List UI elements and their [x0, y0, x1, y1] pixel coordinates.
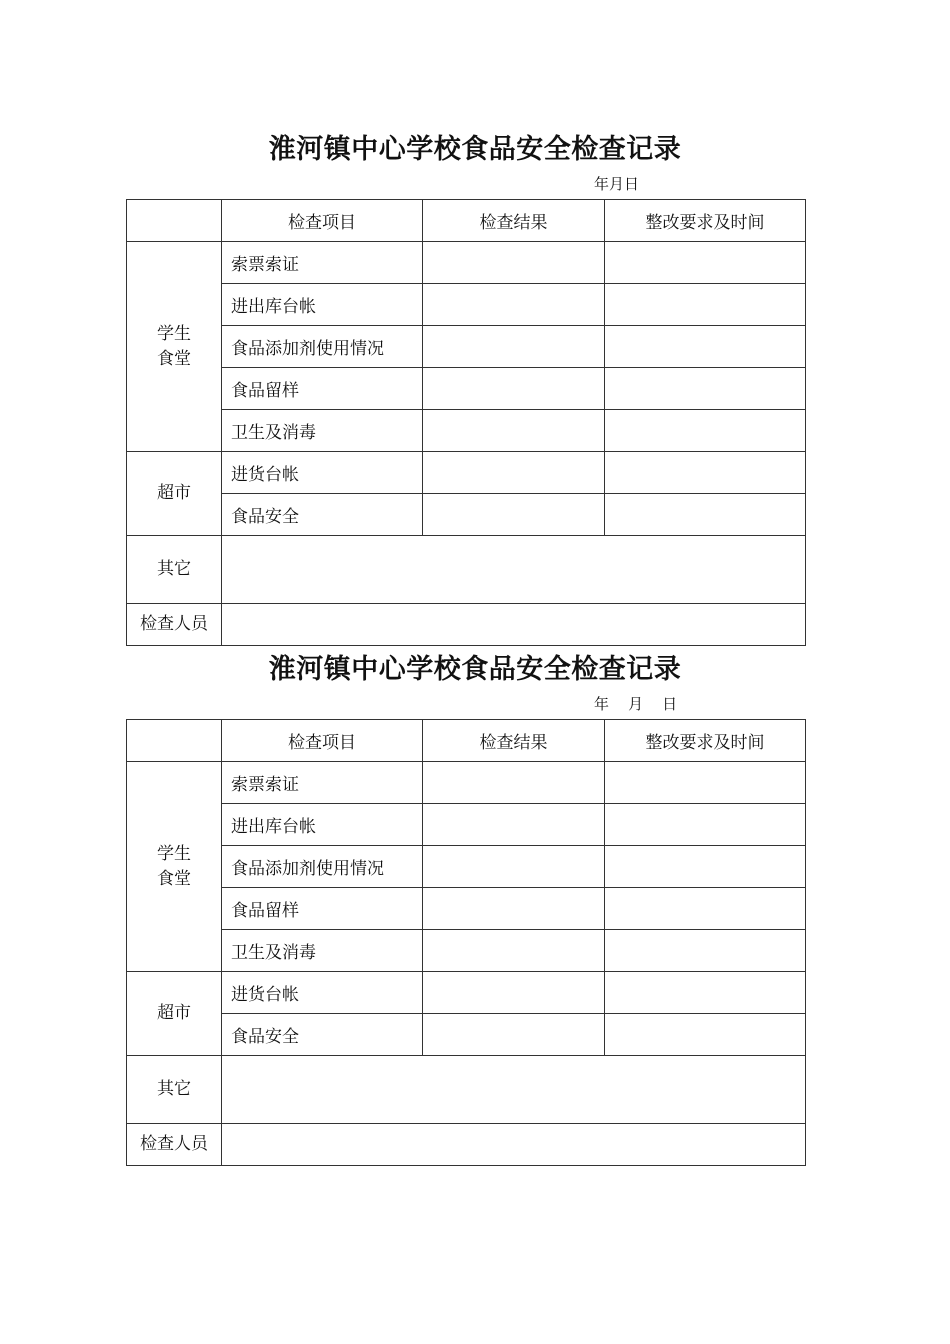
inspector-signature-cell[interactable] [222, 604, 806, 646]
rectification-cell[interactable] [605, 494, 806, 536]
inspection-table [126, 199, 806, 646]
category-market: 超市 [127, 972, 222, 1056]
header-row [127, 720, 806, 762]
table-row [127, 284, 806, 326]
table-row [127, 410, 806, 452]
category-canteen-line-1: 学生 [157, 323, 191, 344]
form-date: 年 月 日 [594, 695, 678, 713]
rectification-cell[interactable] [605, 804, 806, 846]
table-row [127, 326, 806, 368]
table-row [127, 494, 806, 536]
rectification-cell[interactable] [605, 972, 806, 1014]
result-cell[interactable] [423, 410, 605, 452]
table-row [127, 1014, 806, 1056]
item-cell: 进货台帐 [222, 452, 423, 494]
result-cell[interactable] [423, 326, 605, 368]
item-cell: 食品添加剂使用情况 [222, 326, 423, 368]
result-cell[interactable] [423, 1014, 605, 1056]
result-cell[interactable] [423, 846, 605, 888]
rectification-cell[interactable] [605, 326, 806, 368]
inspector-row [127, 604, 806, 646]
item-cell: 索票索证 [222, 242, 423, 284]
header-cell-item: 检查项目 [222, 720, 423, 762]
form-title: 淮河镇中心学校食品安全检查记录 [268, 654, 682, 685]
category-canteen-line-1: 学生 [157, 843, 191, 864]
form-date: 年月日 [594, 175, 640, 193]
category-other: 其它 [127, 536, 222, 604]
table-row [127, 452, 806, 494]
table-row [127, 804, 806, 846]
header-cell-empty [127, 200, 222, 242]
item-cell: 进货台帐 [222, 972, 423, 1014]
header-cell-result: 检查结果 [423, 720, 605, 762]
rectification-cell[interactable] [605, 930, 806, 972]
table-row [127, 972, 806, 1014]
table-row [127, 846, 806, 888]
inspector-row [127, 1124, 806, 1166]
result-cell[interactable] [423, 494, 605, 536]
table-row [127, 888, 806, 930]
result-cell[interactable] [423, 888, 605, 930]
result-cell[interactable] [423, 804, 605, 846]
item-cell: 卫生及消毒 [222, 930, 423, 972]
other-notes-cell[interactable] [222, 1056, 806, 1124]
item-cell: 卫生及消毒 [222, 410, 423, 452]
result-cell[interactable] [423, 452, 605, 494]
rectification-cell[interactable] [605, 284, 806, 326]
rectification-cell[interactable] [605, 762, 806, 804]
table-row [127, 368, 806, 410]
rectification-cell[interactable] [605, 452, 806, 494]
form-title: 淮河镇中心学校食品安全检查记录 [268, 134, 682, 165]
other-row [127, 1056, 806, 1124]
table-row [127, 930, 806, 972]
item-cell: 索票索证 [222, 762, 423, 804]
other-row [127, 536, 806, 604]
result-cell[interactable] [423, 284, 605, 326]
category-other: 其它 [127, 1056, 222, 1124]
rectification-cell[interactable] [605, 846, 806, 888]
category-inspector: 检查人员 [127, 604, 222, 646]
item-cell: 食品安全 [222, 494, 423, 536]
result-cell[interactable] [423, 972, 605, 1014]
item-cell: 进出库台帐 [222, 284, 423, 326]
rectification-cell[interactable] [605, 410, 806, 452]
header-cell-rectification: 整改要求及时间 [605, 200, 806, 242]
item-cell: 食品安全 [222, 1014, 423, 1056]
rectification-cell[interactable] [605, 1014, 806, 1056]
category-canteen-line-2: 食堂 [157, 348, 191, 369]
inspector-signature-cell[interactable] [222, 1124, 806, 1166]
header-cell-empty [127, 720, 222, 762]
category-canteen [127, 762, 222, 972]
header-cell-rectification: 整改要求及时间 [605, 720, 806, 762]
rectification-cell[interactable] [605, 368, 806, 410]
other-notes-cell[interactable] [222, 536, 806, 604]
result-cell[interactable] [423, 762, 605, 804]
item-cell: 进出库台帐 [222, 804, 423, 846]
category-inspector: 检查人员 [127, 1124, 222, 1166]
rectification-cell[interactable] [605, 242, 806, 284]
item-cell: 食品留样 [222, 888, 423, 930]
inspection-table [126, 719, 806, 1166]
item-cell: 食品添加剂使用情况 [222, 846, 423, 888]
table-row [127, 762, 806, 804]
category-market: 超市 [127, 452, 222, 536]
header-cell-result: 检查结果 [423, 200, 605, 242]
header-cell-item: 检查项目 [222, 200, 423, 242]
header-row [127, 200, 806, 242]
table-row [127, 242, 806, 284]
result-cell[interactable] [423, 368, 605, 410]
rectification-cell[interactable] [605, 888, 806, 930]
category-canteen [127, 242, 222, 452]
item-cell: 食品留样 [222, 368, 423, 410]
result-cell[interactable] [423, 242, 605, 284]
result-cell[interactable] [423, 930, 605, 972]
category-canteen-line-2: 食堂 [157, 868, 191, 889]
